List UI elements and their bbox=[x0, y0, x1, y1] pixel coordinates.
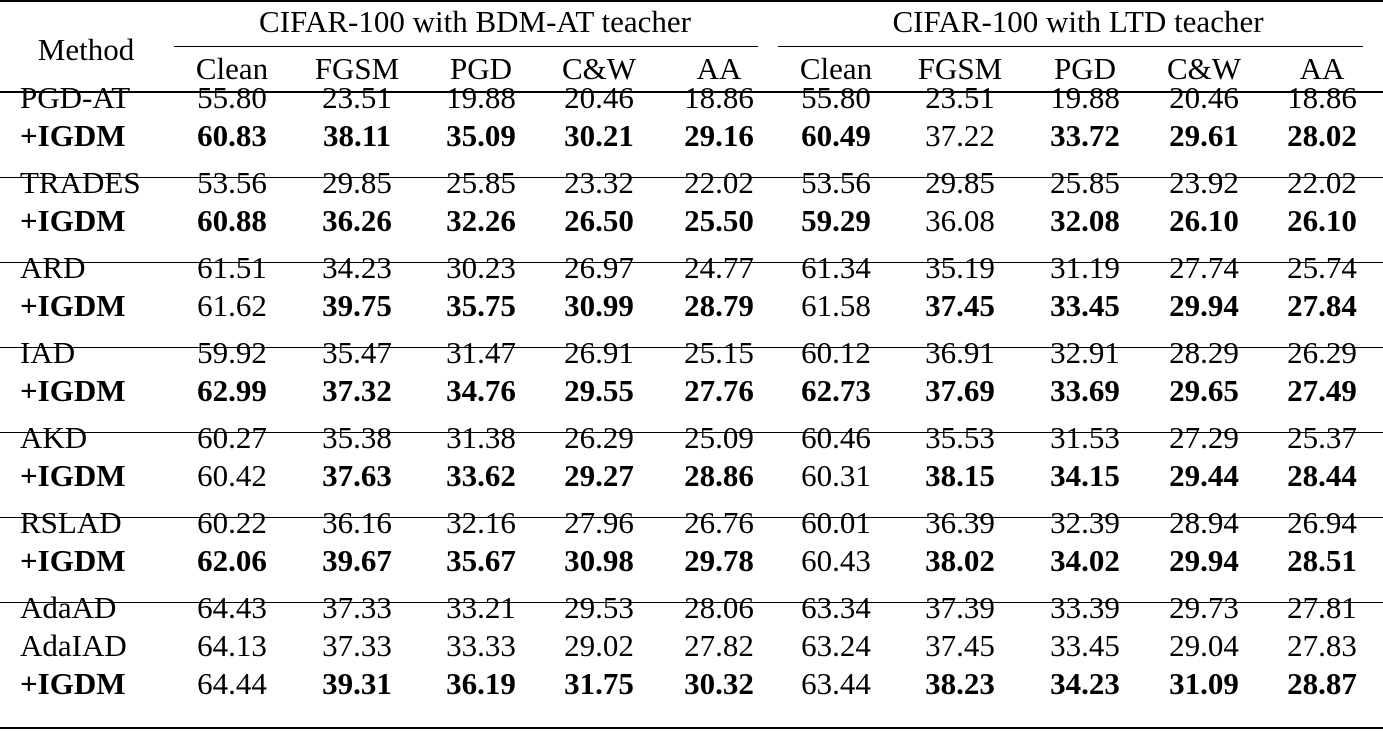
value-cell: 37.33 bbox=[322, 590, 392, 625]
method-name: +IGDM bbox=[20, 458, 126, 493]
method-name: TRADES bbox=[20, 165, 141, 200]
value-cell: 26.50 bbox=[564, 203, 634, 238]
value-cell: 29.85 bbox=[925, 165, 995, 200]
value-cell: 63.24 bbox=[801, 628, 871, 663]
value-cell: 63.44 bbox=[801, 666, 871, 701]
value-cell: 34.76 bbox=[446, 373, 516, 408]
value-cell: 37.45 bbox=[925, 288, 995, 323]
group-header: CIFAR-100 with BDM-AT teacher bbox=[259, 4, 691, 39]
method-name: +IGDM bbox=[20, 373, 126, 408]
value-cell: 31.38 bbox=[446, 420, 516, 455]
value-cell: 30.99 bbox=[564, 288, 634, 323]
value-cell: 36.91 bbox=[925, 335, 995, 370]
value-cell: 26.94 bbox=[1287, 505, 1357, 540]
value-cell: 61.51 bbox=[197, 250, 267, 285]
column-header: PGD bbox=[449, 51, 513, 86]
value-cell: 35.19 bbox=[925, 250, 995, 285]
value-cell: 33.45 bbox=[1050, 628, 1120, 663]
value-cell: 26.91 bbox=[564, 335, 634, 370]
value-cell: 37.33 bbox=[322, 628, 392, 663]
value-cell: 29.27 bbox=[564, 458, 634, 493]
value-cell: 26.97 bbox=[564, 250, 634, 285]
value-cell: 37.45 bbox=[925, 628, 995, 663]
value-cell: 37.63 bbox=[322, 458, 392, 493]
column-header: C&W bbox=[561, 51, 637, 86]
value-cell: 29.53 bbox=[564, 590, 634, 625]
value-cell: 33.69 bbox=[1050, 373, 1120, 408]
value-cell: 29.73 bbox=[1169, 590, 1239, 625]
method-name: AKD bbox=[20, 420, 88, 455]
value-cell: 64.13 bbox=[197, 628, 267, 663]
value-cell: 31.47 bbox=[446, 335, 516, 370]
value-cell: 29.65 bbox=[1169, 373, 1239, 408]
value-cell: 25.37 bbox=[1287, 420, 1357, 455]
column-header: AA bbox=[1299, 51, 1345, 86]
value-cell: 29.85 bbox=[322, 165, 392, 200]
value-cell: 27.84 bbox=[1287, 288, 1357, 323]
value-cell: 62.99 bbox=[197, 373, 267, 408]
method-name: IAD bbox=[20, 335, 76, 370]
value-cell: 24.77 bbox=[684, 250, 754, 285]
value-cell: 36.26 bbox=[322, 203, 392, 238]
value-cell: 28.29 bbox=[1169, 335, 1239, 370]
value-cell: 23.92 bbox=[1169, 165, 1239, 200]
value-cell: 38.11 bbox=[322, 118, 392, 153]
value-cell: 33.45 bbox=[1050, 288, 1120, 323]
column-header: Clean bbox=[799, 51, 873, 86]
value-cell: 63.34 bbox=[801, 590, 871, 625]
value-cell: 27.76 bbox=[684, 373, 754, 408]
value-cell: 61.62 bbox=[197, 288, 267, 323]
column-header: FGSM bbox=[314, 51, 400, 86]
value-cell: 29.61 bbox=[1169, 118, 1239, 153]
value-cell: 32.26 bbox=[446, 203, 516, 238]
value-cell: 32.16 bbox=[446, 505, 516, 540]
value-cell: 27.82 bbox=[684, 628, 754, 663]
value-cell: 29.94 bbox=[1169, 543, 1239, 578]
value-cell: 19.88 bbox=[1050, 80, 1120, 115]
method-header: Method bbox=[37, 32, 135, 67]
value-cell: 25.15 bbox=[684, 335, 754, 370]
group-rule-bdm bbox=[174, 46, 758, 47]
value-cell: 30.23 bbox=[446, 250, 516, 285]
column-header: AA bbox=[696, 51, 742, 86]
value-cell: 31.53 bbox=[1050, 420, 1120, 455]
value-cell: 60.88 bbox=[197, 203, 267, 238]
value-cell: 32.91 bbox=[1050, 335, 1120, 370]
value-cell: 27.74 bbox=[1169, 250, 1239, 285]
value-cell: 28.79 bbox=[684, 288, 754, 323]
column-header: C&W bbox=[1166, 51, 1242, 86]
value-cell: 36.39 bbox=[925, 505, 995, 540]
method-name: ARD bbox=[20, 250, 86, 285]
value-cell: 29.16 bbox=[684, 118, 754, 153]
value-cell: 27.83 bbox=[1287, 628, 1357, 663]
value-cell: 60.83 bbox=[197, 118, 267, 153]
value-cell: 60.42 bbox=[197, 458, 267, 493]
value-cell: 32.39 bbox=[1050, 505, 1120, 540]
value-cell: 33.39 bbox=[1050, 590, 1120, 625]
value-cell: 64.44 bbox=[197, 666, 267, 701]
value-cell: 27.81 bbox=[1287, 590, 1357, 625]
value-cell: 39.31 bbox=[322, 666, 392, 701]
value-cell: 25.85 bbox=[446, 165, 516, 200]
value-cell: 60.49 bbox=[801, 118, 871, 153]
value-cell: 34.23 bbox=[1050, 666, 1120, 701]
value-cell: 25.85 bbox=[1050, 165, 1120, 200]
value-cell: 60.31 bbox=[801, 458, 871, 493]
value-cell: 22.02 bbox=[1287, 165, 1357, 200]
value-cell: 36.16 bbox=[322, 505, 392, 540]
value-cell: 60.46 bbox=[801, 420, 871, 455]
method-name: +IGDM bbox=[20, 118, 126, 153]
value-cell: 31.75 bbox=[564, 666, 634, 701]
value-cell: 33.33 bbox=[446, 628, 516, 663]
value-cell: 25.74 bbox=[1287, 250, 1357, 285]
value-cell: 38.15 bbox=[925, 458, 995, 493]
column-header: PGD bbox=[1053, 51, 1117, 86]
value-cell: 35.53 bbox=[925, 420, 995, 455]
value-cell: 37.22 bbox=[925, 118, 995, 153]
value-cell: 18.86 bbox=[684, 80, 754, 115]
value-cell: 33.72 bbox=[1050, 118, 1120, 153]
value-cell: 30.32 bbox=[684, 666, 754, 701]
value-cell: 26.29 bbox=[564, 420, 634, 455]
value-cell: 20.46 bbox=[564, 80, 634, 115]
value-cell: 59.29 bbox=[801, 203, 871, 238]
method-name: +IGDM bbox=[20, 666, 126, 701]
value-cell: 31.19 bbox=[1050, 250, 1120, 285]
value-cell: 29.02 bbox=[564, 628, 634, 663]
method-name: +IGDM bbox=[20, 203, 126, 238]
value-cell: 23.51 bbox=[925, 80, 995, 115]
value-cell: 64.43 bbox=[197, 590, 267, 625]
value-cell: 28.02 bbox=[1287, 118, 1357, 153]
value-cell: 34.23 bbox=[322, 250, 392, 285]
value-cell: 26.76 bbox=[684, 505, 754, 540]
value-cell: 38.23 bbox=[925, 666, 995, 701]
value-cell: 60.22 bbox=[197, 505, 267, 540]
value-cell: 60.43 bbox=[801, 543, 871, 578]
column-header: Clean bbox=[195, 51, 269, 86]
value-cell: 33.21 bbox=[446, 590, 516, 625]
value-cell: 27.96 bbox=[564, 505, 634, 540]
value-cell: 28.51 bbox=[1287, 543, 1357, 578]
value-cell: 61.58 bbox=[801, 288, 871, 323]
group-header: CIFAR-100 with LTD teacher bbox=[892, 4, 1264, 39]
method-name: PGD-AT bbox=[20, 80, 131, 115]
value-cell: 53.56 bbox=[197, 165, 267, 200]
value-cell: 22.02 bbox=[684, 165, 754, 200]
value-cell: 31.09 bbox=[1169, 666, 1239, 701]
value-cell: 29.04 bbox=[1169, 628, 1239, 663]
value-cell: 62.73 bbox=[801, 373, 871, 408]
value-cell: 60.01 bbox=[801, 505, 871, 540]
top-rule bbox=[0, 0, 1383, 2]
method-name: RSLAD bbox=[20, 505, 122, 540]
value-cell: 59.92 bbox=[197, 335, 267, 370]
value-cell: 61.34 bbox=[801, 250, 871, 285]
value-cell: 36.08 bbox=[925, 203, 995, 238]
value-cell: 60.12 bbox=[801, 335, 871, 370]
method-name: +IGDM bbox=[20, 288, 126, 323]
value-cell: 26.10 bbox=[1169, 203, 1239, 238]
value-cell: 28.94 bbox=[1169, 505, 1239, 540]
value-cell: 36.19 bbox=[446, 666, 516, 701]
value-cell: 27.29 bbox=[1169, 420, 1239, 455]
value-cell: 55.80 bbox=[801, 80, 871, 115]
value-cell: 35.75 bbox=[446, 288, 516, 323]
value-cell: 35.38 bbox=[322, 420, 392, 455]
value-cell: 55.80 bbox=[197, 80, 267, 115]
value-cell: 34.15 bbox=[1050, 458, 1120, 493]
value-cell: 28.44 bbox=[1287, 458, 1357, 493]
value-cell: 62.06 bbox=[197, 543, 267, 578]
value-cell: 26.10 bbox=[1287, 203, 1357, 238]
group-rule-ltd bbox=[778, 46, 1363, 47]
value-cell: 53.56 bbox=[801, 165, 871, 200]
value-cell: 37.32 bbox=[322, 373, 392, 408]
value-cell: 33.62 bbox=[446, 458, 516, 493]
value-cell: 19.88 bbox=[446, 80, 516, 115]
value-cell: 23.32 bbox=[564, 165, 634, 200]
value-cell: 28.87 bbox=[1287, 666, 1357, 701]
bottom-rule bbox=[0, 727, 1383, 729]
value-cell: 29.94 bbox=[1169, 288, 1239, 323]
value-cell: 26.29 bbox=[1287, 335, 1357, 370]
value-cell: 35.09 bbox=[446, 118, 516, 153]
value-cell: 29.78 bbox=[684, 543, 754, 578]
value-cell: 30.98 bbox=[564, 543, 634, 578]
value-cell: 29.55 bbox=[564, 373, 634, 408]
value-cell: 25.50 bbox=[684, 203, 754, 238]
value-cell: 35.47 bbox=[322, 335, 392, 370]
column-header: FGSM bbox=[917, 51, 1003, 86]
value-cell: 30.21 bbox=[564, 118, 634, 153]
method-name: AdaIAD bbox=[20, 628, 127, 663]
value-cell: 18.86 bbox=[1287, 80, 1357, 115]
value-cell: 23.51 bbox=[322, 80, 392, 115]
value-cell: 25.09 bbox=[684, 420, 754, 455]
value-cell: 39.67 bbox=[322, 543, 392, 578]
value-cell: 34.02 bbox=[1050, 543, 1120, 578]
method-name: +IGDM bbox=[20, 543, 126, 578]
value-cell: 32.08 bbox=[1050, 203, 1120, 238]
value-cell: 38.02 bbox=[925, 543, 995, 578]
value-cell: 35.67 bbox=[446, 543, 516, 578]
value-cell: 37.69 bbox=[925, 373, 995, 408]
value-cell: 20.46 bbox=[1169, 80, 1239, 115]
value-cell: 37.39 bbox=[925, 590, 995, 625]
value-cell: 27.49 bbox=[1287, 373, 1357, 408]
value-cell: 39.75 bbox=[322, 288, 392, 323]
value-cell: 29.44 bbox=[1169, 458, 1239, 493]
value-cell: 60.27 bbox=[197, 420, 267, 455]
value-cell: 28.06 bbox=[684, 590, 754, 625]
value-cell: 28.86 bbox=[684, 458, 754, 493]
method-name: AdaAD bbox=[20, 590, 117, 625]
